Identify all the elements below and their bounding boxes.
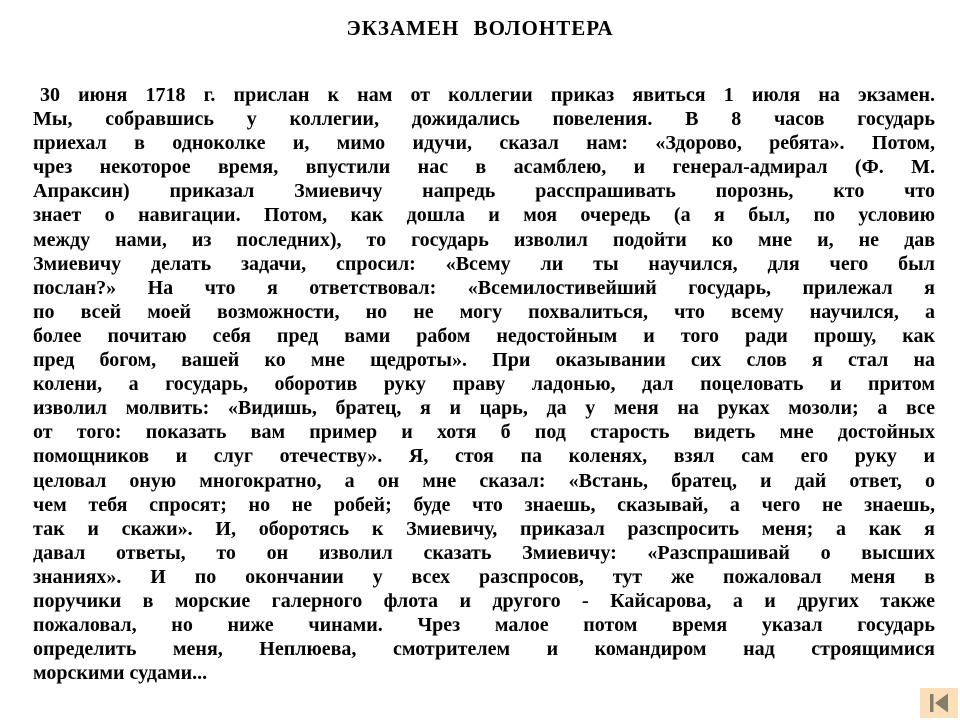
text-line: целовал оную многократно, а он мне сказал: «Встань, братец, и дай ответ, о [33, 469, 935, 492]
text-line: приехал в одноколке и, мимо идучи, сказал нам: «Здорово, ребята». Потом, [33, 132, 935, 155]
text-line: пред богом, вашей ко мне щедроты». При оказывании сих слов я стал на [33, 349, 935, 372]
text-line: определить меня, Неплюева, смотрителем и командиром над строящимися [33, 638, 935, 661]
text-line: чем тебя спросят; но не робей; буде что знаешь, сказывай, а чего не знаешь, [33, 493, 935, 516]
text-line: Апраксин) приказал Змиевичу напредь расспрашивать порознь, кто что [33, 180, 935, 203]
text-line: давал ответы, то он изволил сказать Змиевичу: «Разспрашивай о высших [33, 541, 935, 564]
skip-to-start-icon [928, 693, 950, 713]
text-line: знает о навигации. Потом, как дошла и моя очередь (а я был, по условию [33, 204, 935, 227]
text-line: так и скажи». И, оборотясь к Змиевичу, приказал разспросить меня; а как я [33, 517, 935, 540]
text-line: поручики в морские галерного флота и другого - Кайсарова, а и других также [33, 589, 935, 612]
text-line: помощников и слуг отечеству». Я, стоя па коленях, взял сам его руку и [33, 445, 935, 468]
text-line: 30 июня 1718 г. прислан к нам от коллегии приказ явиться 1 июля на экзамен. [40, 84, 935, 106]
text-line: более почитаю себя пред вами рабом недостойным и того ради прошу, как [33, 324, 935, 347]
text-line: Змиевичу делать задачи, спросил: «Всему ли ты научился, для чего был [33, 252, 935, 275]
text-line: от того: показать вам пример и хотя б под старость видеть мне достойных [33, 421, 935, 444]
text-line: пожаловал, но ниже чинами. Чрез малое потом время указал государь [33, 614, 935, 637]
text-line: послан?» На что я ответствовал: «Всемилостивейший государь, прилежал я [33, 276, 935, 299]
text-line: Мы, собравшись у коллегии, дожидались повеления. В 8 часов государь [33, 108, 935, 131]
text-line: между нами, из последних), то государь изволил подойти ко мне и, не дав [33, 228, 935, 251]
text-line: знаниях». И по окончании у всех разспросов, тут же пожаловал меня в [33, 565, 935, 588]
text-line: по всей моей возможности, но не могу похвалиться, что всему научился, а [33, 300, 935, 323]
text-line: изволил молвить: «Видишь, братец, я и царь, да у меня на руках мозоли; а все [33, 397, 935, 420]
text-line: морскими судами... [33, 662, 208, 685]
text-line: колени, а государь, оборотив руку праву ладонью, дал поцеловать и притом [33, 373, 935, 396]
page-title: ЭКЗАМЕН ВОЛОНТЕРА [346, 16, 614, 40]
document-text [33, 83, 935, 685]
nav-previous-button[interactable] [920, 688, 958, 718]
text-line: чрез некоторое время, впустили нас в асамблею, и генерал-адмирал (Ф. М. [33, 156, 935, 179]
